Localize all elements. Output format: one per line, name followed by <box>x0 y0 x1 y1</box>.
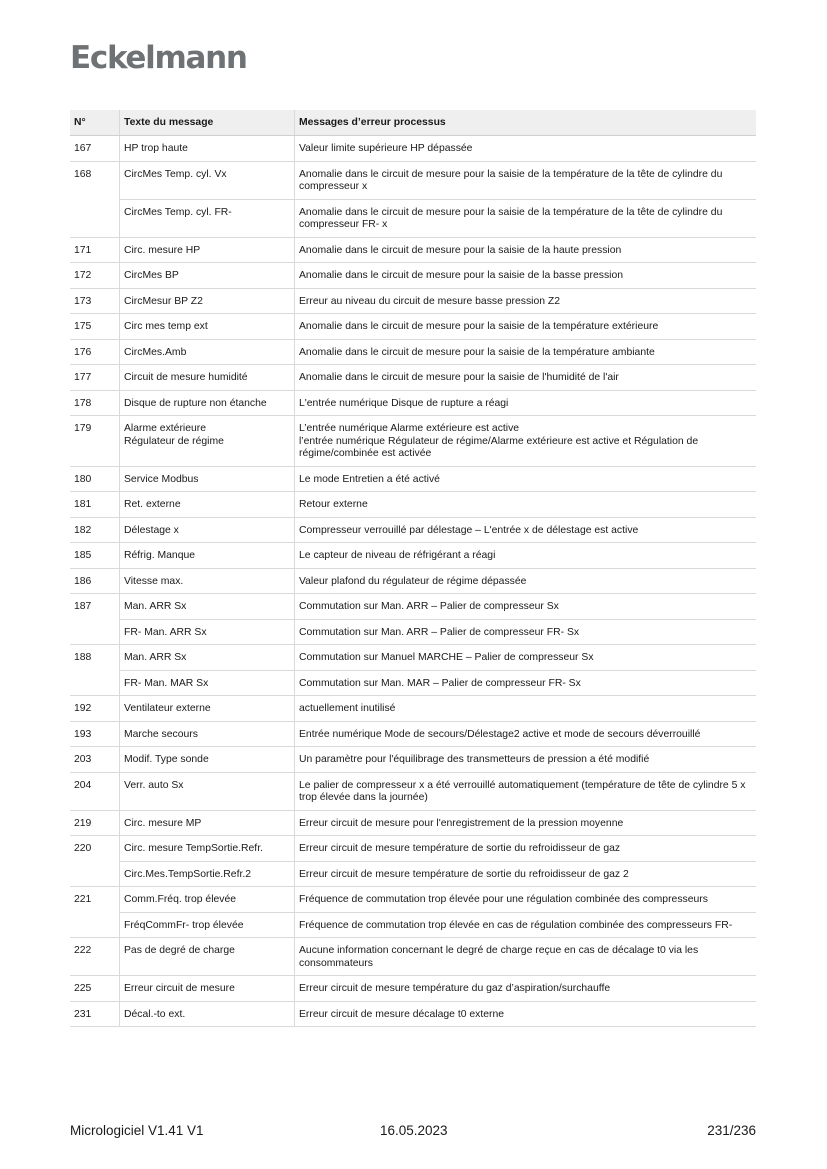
message-number <box>70 619 120 645</box>
table-row <box>70 237 756 263</box>
message-text <box>120 416 295 467</box>
message-text <box>120 314 295 340</box>
table-row <box>70 696 756 722</box>
message-text <box>120 912 295 938</box>
message-number: 178 <box>70 390 120 416</box>
message-text <box>120 161 295 199</box>
message-text <box>120 619 295 645</box>
table-row <box>70 466 756 492</box>
message-text <box>120 466 295 492</box>
message-text <box>120 696 295 722</box>
header-message-text: Texte du message <box>120 110 295 136</box>
message-text <box>120 645 295 671</box>
message-text-line: Modif. Type sonde <box>124 754 209 765</box>
message-text <box>120 365 295 391</box>
message-number <box>70 199 120 237</box>
message-number <box>70 670 120 696</box>
message-number: 175 <box>70 314 120 340</box>
message-text-line: Vitesse max. <box>124 575 184 587</box>
table-row <box>70 861 756 887</box>
process-error-line: l’entrée numérique Régulateur de régime/Alarme extérieure est active et Régulation de régime/combinée est activée <box>299 435 699 459</box>
table-row <box>70 136 756 162</box>
message-text <box>120 136 295 162</box>
table-row <box>70 416 756 467</box>
message-text <box>120 772 295 810</box>
message-text-line: Man. ARR Sx <box>124 652 187 663</box>
table-row <box>70 594 756 620</box>
process-error-message <box>295 976 757 1002</box>
message-text <box>120 887 295 913</box>
message-text-line: Circ mes temp ext <box>124 321 208 332</box>
eckelmann-logo: Eckelmann <box>70 40 247 76</box>
process-error-message <box>295 237 757 263</box>
process-error-message <box>295 543 757 569</box>
process-error-message <box>295 314 757 340</box>
message-text-line: Circ.Mes.TempSortie.Refr.2 <box>124 868 252 880</box>
message-text-line: FréqCommFr- trop élevée <box>124 919 244 931</box>
table-row <box>70 772 756 810</box>
message-number: 204 <box>70 772 120 810</box>
message-text <box>120 339 295 365</box>
process-error-message <box>295 670 757 696</box>
process-error-line: Un paramètre pour l'équilibrage des transmetteurs de pression a été modifié <box>299 754 650 765</box>
process-error-message <box>295 568 757 594</box>
message-text <box>120 492 295 518</box>
message-number: 222 <box>70 938 120 976</box>
message-text-line: Pas de degré de charge <box>124 945 235 956</box>
message-number: 192 <box>70 696 120 722</box>
table-row <box>70 721 756 747</box>
message-text <box>120 568 295 594</box>
process-error-line: Erreur au niveau du circuit de mesure basse pression Z2 <box>299 295 561 307</box>
process-error-line: Anomalie dans le circuit de mesure pour la saisie de la température de la tête de cylindre du compresseur FR- x <box>299 206 723 230</box>
message-text <box>120 836 295 862</box>
message-text-line: Verr. auto Sx <box>124 779 184 791</box>
process-error-line: Aucune information concernant le degré de charge reçue en cas de décalage t0 via les consommateurs <box>299 945 699 969</box>
message-text-line: Circ. mesure TempSortie.Refr. <box>124 843 263 854</box>
message-text <box>120 263 295 289</box>
message-text <box>120 517 295 543</box>
process-error-line: Anomalie dans le circuit de mesure pour la saisie de la température ambiante <box>299 346 655 358</box>
message-number <box>70 861 120 887</box>
process-error-message <box>295 288 757 314</box>
message-text <box>120 543 295 569</box>
message-text-line: Décal.-to ext. <box>124 1008 186 1020</box>
message-number: 185 <box>70 543 120 569</box>
message-text <box>120 810 295 836</box>
process-error-line: Erreur circuit de mesure température du gaz d’aspiration/surchauffe <box>299 983 611 994</box>
message-number: 231 <box>70 1001 120 1027</box>
message-text-line: CircMes BP <box>124 270 179 281</box>
process-error-message <box>295 836 757 862</box>
process-error-message <box>295 390 757 416</box>
table-row <box>70 670 756 696</box>
table-row <box>70 543 756 569</box>
process-error-line: Erreur circuit de mesure température de sortie du refroidisseur de gaz <box>299 843 621 854</box>
message-text-line: FR- Man. MAR Sx <box>124 677 209 689</box>
process-error-message <box>295 263 757 289</box>
process-error-message <box>295 887 757 913</box>
process-error-message <box>295 466 757 492</box>
table-row <box>70 517 756 543</box>
message-text-line: Man. ARR Sx <box>124 601 187 612</box>
process-error-message <box>295 136 757 162</box>
footer-firmware-version: Micrologiciel V1.41 V1 <box>70 1123 204 1138</box>
message-number: 203 <box>70 747 120 773</box>
process-error-message <box>295 492 757 518</box>
table-row <box>70 314 756 340</box>
message-text <box>120 938 295 976</box>
message-number: 168 <box>74 168 92 180</box>
message-text-line: Marche secours <box>124 728 198 740</box>
message-number: 171 <box>70 237 120 263</box>
process-error-message <box>295 645 757 671</box>
message-number: 193 <box>70 721 120 747</box>
message-number: 173 <box>70 288 120 314</box>
footer-page-number: 231/236 <box>707 1123 756 1138</box>
message-number: 172 <box>70 263 120 289</box>
process-error-message <box>295 416 757 467</box>
table-header-row <box>70 110 756 136</box>
message-text-line: CircMesur BP Z2 <box>124 295 203 307</box>
process-error-line: Erreur circuit de mesure pour l'enregistrement de la pression moyenne <box>299 817 624 829</box>
table-row <box>70 390 756 416</box>
process-error-line: Commutation sur Man. ARR – Palier de compresseur Sx <box>299 601 559 612</box>
error-message-table <box>70 110 756 1027</box>
message-text-line: Comm.Fréq. trop élevée <box>124 894 237 905</box>
message-text <box>120 747 295 773</box>
process-error-message <box>295 861 757 887</box>
table-row <box>70 619 756 645</box>
table-row <box>70 887 756 913</box>
message-text-line: FR- Man. ARR Sx <box>124 626 207 638</box>
message-text-line: Erreur circuit de mesure <box>124 983 235 994</box>
process-error-message <box>295 161 757 199</box>
message-text-line: Circuit de mesure humidité <box>124 372 248 383</box>
message-number <box>70 912 120 938</box>
table-body <box>70 136 756 1027</box>
process-error-line: Commutation sur Man. MAR – Palier de compresseur FR- Sx <box>299 677 581 689</box>
process-error-line: Le palier de compresseur x a été verrouillé automatiquement (température de tête de cylindre 5 x trop élevée dans la journée) <box>299 779 746 803</box>
message-number: 186 <box>70 568 120 594</box>
process-error-line: Valeur limite supérieure HP dépassée <box>299 143 473 154</box>
message-text-line: CircMes Temp. cyl. FR- <box>124 206 232 218</box>
process-error-line: L'entrée numérique Disque de rupture a réagi <box>299 397 509 409</box>
message-text <box>120 594 295 620</box>
message-text <box>120 390 295 416</box>
message-number: 221 <box>74 894 92 905</box>
table-row <box>70 938 756 976</box>
message-text <box>120 861 295 887</box>
message-number: 167 <box>70 136 120 162</box>
process-error-line: Compresseur verrouillé par délestage – L'entrée x de délestage est active <box>299 524 639 536</box>
process-error-line: Anomalie dans le circuit de mesure pour la saisie de l'humidité de l'air <box>299 372 619 383</box>
message-number: 225 <box>70 976 120 1002</box>
message-text <box>120 199 295 237</box>
process-error-line: Anomalie dans le circuit de mesure pour la saisie de la haute pression <box>299 244 622 256</box>
process-error-line: Erreur circuit de mesure décalage t0 externe <box>299 1008 505 1020</box>
table-row <box>70 836 756 862</box>
table-row <box>70 199 756 237</box>
process-error-line: Le capteur de niveau de réfrigérant a réagi <box>299 550 496 561</box>
message-number: 220 <box>74 843 92 854</box>
message-number: 176 <box>70 339 120 365</box>
message-text-line: Alarme extérieure <box>124 423 207 434</box>
message-text-line: Ret. externe <box>124 499 181 510</box>
table-row <box>70 912 756 938</box>
message-text-line: Circ. mesure MP <box>124 817 202 829</box>
message-text-line: Délestage x <box>124 524 179 536</box>
message-text-line: Réfrig. Manque <box>124 550 196 561</box>
table-row <box>70 365 756 391</box>
message-text-line: Service Modbus <box>124 473 199 485</box>
process-error-line: Commutation sur Man. ARR – Palier de compresseur FR- Sx <box>299 626 580 638</box>
process-error-message <box>295 594 757 620</box>
process-error-message <box>295 810 757 836</box>
table-row <box>70 976 756 1002</box>
message-text-line: Ventilateur externe <box>124 703 211 714</box>
header-process-errors: Messages d’erreur processus <box>295 110 757 136</box>
process-error-message <box>295 199 757 237</box>
message-text-line: Disque de rupture non étanche <box>124 397 267 409</box>
process-error-line: Retour externe <box>299 499 368 510</box>
process-error-line: Anomalie dans le circuit de mesure pour la saisie de la température extérieure <box>299 321 659 332</box>
message-text-line: HP trop haute <box>124 143 188 154</box>
process-error-line: Fréquence de commutation trop élevée pour une régulation combinée des compresseurs <box>299 894 708 905</box>
table-row <box>70 568 756 594</box>
process-error-line: Anomalie dans le circuit de mesure pour la saisie de la température de la tête de cylindre du compresseur x <box>299 168 723 192</box>
process-error-line: actuellement inutilisé <box>299 703 396 714</box>
process-error-line: Commutation sur Manuel MARCHE – Palier de compresseur Sx <box>299 652 594 663</box>
message-text <box>120 976 295 1002</box>
message-number: 179 <box>70 416 120 467</box>
message-number: 182 <box>70 517 120 543</box>
process-error-message <box>295 747 757 773</box>
message-text-line: Circ. mesure HP <box>124 244 201 256</box>
message-text-line: CircMes.Amb <box>124 346 187 358</box>
header-number: N° <box>70 110 120 136</box>
message-text <box>120 237 295 263</box>
table-row <box>70 645 756 671</box>
table-row <box>70 1001 756 1027</box>
process-error-message <box>295 912 757 938</box>
message-text <box>120 288 295 314</box>
process-error-message <box>295 721 757 747</box>
table-row <box>70 492 756 518</box>
process-error-message <box>295 1001 757 1027</box>
table-row <box>70 810 756 836</box>
message-number: 188 <box>74 652 92 663</box>
process-error-line: Valeur plafond du régulateur de régime dépassée <box>299 575 527 587</box>
table-row <box>70 747 756 773</box>
process-error-message <box>295 339 757 365</box>
process-error-line: Fréquence de commutation trop élevée en cas de régulation combinée des compresseurs FR- <box>299 919 733 931</box>
message-number: 219 <box>70 810 120 836</box>
footer-date: 16.05.2023 <box>380 1123 448 1138</box>
message-text <box>120 670 295 696</box>
process-error-message <box>295 619 757 645</box>
process-error-line: Anomalie dans le circuit de mesure pour la saisie de la basse pression <box>299 270 624 281</box>
message-text <box>120 1001 295 1027</box>
process-error-message <box>295 696 757 722</box>
process-error-message <box>295 517 757 543</box>
process-error-line: L’entrée numérique Alarme extérieure est active <box>299 423 520 434</box>
table-row <box>70 339 756 365</box>
message-text <box>120 721 295 747</box>
message-number: 180 <box>70 466 120 492</box>
process-error-line: Le mode Entretien a été activé <box>299 473 440 485</box>
process-error-line: Erreur circuit de mesure température de sortie du refroidisseur de gaz 2 <box>299 868 629 880</box>
message-text-line: Régulateur de régime <box>124 435 224 447</box>
message-number: 181 <box>70 492 120 518</box>
message-number: 177 <box>70 365 120 391</box>
table-row <box>70 161 756 199</box>
message-number: 187 <box>74 601 92 612</box>
process-error-message <box>295 938 757 976</box>
process-error-message <box>295 772 757 810</box>
process-error-message <box>295 365 757 391</box>
message-text-line: CircMes Temp. cyl. Vx <box>124 168 227 180</box>
table-row <box>70 288 756 314</box>
table-row <box>70 263 756 289</box>
process-error-line: Entrée numérique Mode de secours/Délestage2 active et mode de secours déverrouillé <box>299 728 701 740</box>
